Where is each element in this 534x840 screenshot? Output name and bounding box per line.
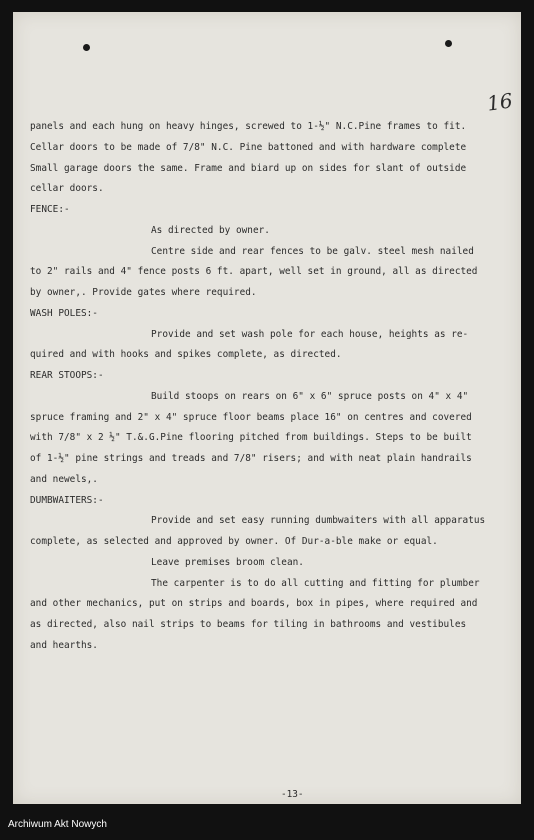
document-page <box>13 12 521 804</box>
text-line: Provide and set wash pole for each house, heights as re- <box>151 328 469 340</box>
text-line: Build stoops on rears on 6" x 6" spruce posts on 4" x 4" <box>151 390 469 402</box>
text-line: to 2" rails and 4" fence posts 6 ft. apart, well set in ground, all as directed <box>30 266 478 278</box>
section-heading-dumbwaiters: DUMBWAITERS:- <box>30 494 104 506</box>
text-line: Provide and set easy running dumbwaiters with all apparatus <box>151 515 486 527</box>
text-line: complete, as selected and approved by owner. Of Dur-a-ble make or equal. <box>30 536 438 547</box>
punch-hole-right <box>445 40 452 47</box>
text-line: as directed, also nail strips to beams for tiling in bathrooms and vestibules <box>30 619 467 630</box>
handwritten-page-number: 16 <box>485 88 514 116</box>
text-line: by owner,. Provide gates where required. <box>30 287 257 298</box>
text-line: Centre side and rear fences to be galv. steel mesh nailed <box>151 245 474 257</box>
text-line: of 1-½" pine strings and treads and 7/8" risers; and with neat plain handrails <box>30 453 472 464</box>
punch-hole-left <box>83 44 90 51</box>
section-heading-rear-stoops: REAR STOOPS:- <box>30 370 104 381</box>
typed-text-body <box>30 117 518 657</box>
text-line: and newels,. <box>30 473 98 485</box>
text-line: panels and each hung on heavy hinges, screwed to 1-½" N.C.Pine frames to fit. <box>30 121 467 132</box>
text-line: The carpenter is to do all cutting and fitting for plumber <box>151 577 480 589</box>
section-heading-fence: FENCE:- <box>30 204 70 215</box>
text-line: and hearths. <box>30 639 98 651</box>
text-line: As directed by owner. <box>151 224 270 236</box>
text-line: spruce framing and 2" x 4" spruce floor beams place 16" on centres and covered <box>30 411 472 423</box>
text-line: with 7/8" x 2 ½" T.&.G.Pine flooring pitched from buildings. Steps to be built <box>30 432 472 444</box>
text-line: cellar doors. <box>30 183 104 195</box>
section-heading-wash-poles: WASH POLES:- <box>30 307 98 319</box>
text-line: Small garage doors the same. Frame and biard up on sides for slant of outside <box>30 162 467 174</box>
page-number-footer: -13- <box>281 789 304 800</box>
text-line: Leave premises broom clean. <box>151 556 304 568</box>
text-line: quired and with hooks and spikes complete, as directed. <box>30 349 342 361</box>
archive-label: Archiwum Akt Nowych <box>8 819 107 830</box>
text-line: Cellar doors to be made of 7/8" N.C. Pine battoned and with hardware complete <box>30 141 467 153</box>
text-line: and other mechanics, put on strips and boards, box in pipes, where required and <box>30 598 478 610</box>
